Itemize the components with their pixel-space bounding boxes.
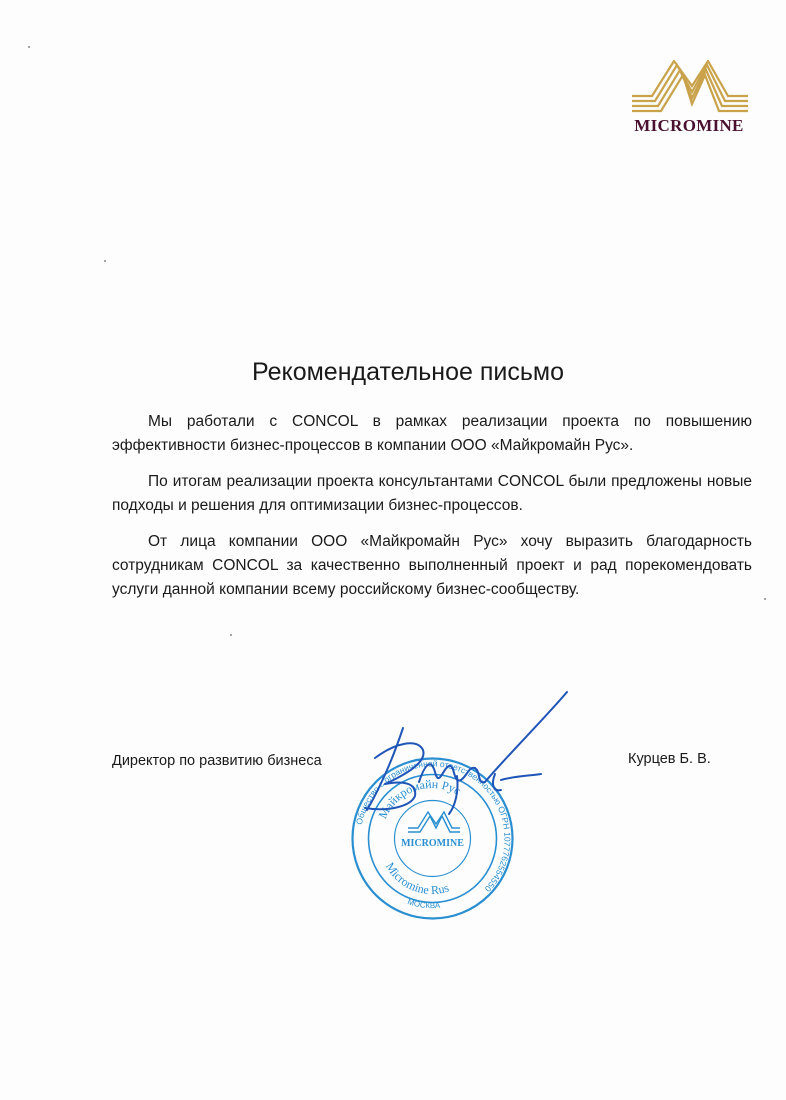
stamp-outer-text: Общество с ограниченной ответственностью ОГРН 1077762554550 [353, 758, 513, 894]
scan-speck [28, 46, 30, 48]
scan-speck [104, 260, 106, 262]
paragraph-2: По итогам реализации проекта консультантами CONCOL были предложены новые подходы и решения для оптимизации бизнес-процессов. [112, 473, 752, 514]
scan-speck [230, 634, 232, 636]
stamp-center-text: MICROMINE [401, 838, 464, 849]
micromine-m-logo-icon [630, 60, 750, 114]
signatory-position: Директор по развитию бизнеса [112, 753, 322, 769]
stamp-bottom-text: МОСКВА [406, 897, 441, 911]
paragraph-3: От лица компании ООО «Майкромайн Рус» хочу выразить благодарность сотрудникам CONCOL за качественно выполненный проект и рад порекомендовать услуги данной компании всему российскому бизнес-сообществу. [112, 533, 752, 598]
paragraph-1: Мы работали с CONCOL в рамках реализации проекта по повышению эффективности бизнес-процессов в компании ООО «Майкромайн Рус». [112, 413, 752, 454]
stamp-inner-bottom: Micromine Rus [382, 859, 451, 898]
stamp-inner-top: Майкромайн Рус [375, 776, 464, 821]
scan-speck [764, 598, 766, 600]
signatory-name: Курцев Б. В. [628, 751, 711, 767]
logo-wordmark: MICROMINE [634, 116, 744, 135]
letter-title: Рекомендательное письмо [252, 358, 564, 386]
handwritten-signature [345, 688, 585, 818]
company-logo [626, 60, 752, 140]
